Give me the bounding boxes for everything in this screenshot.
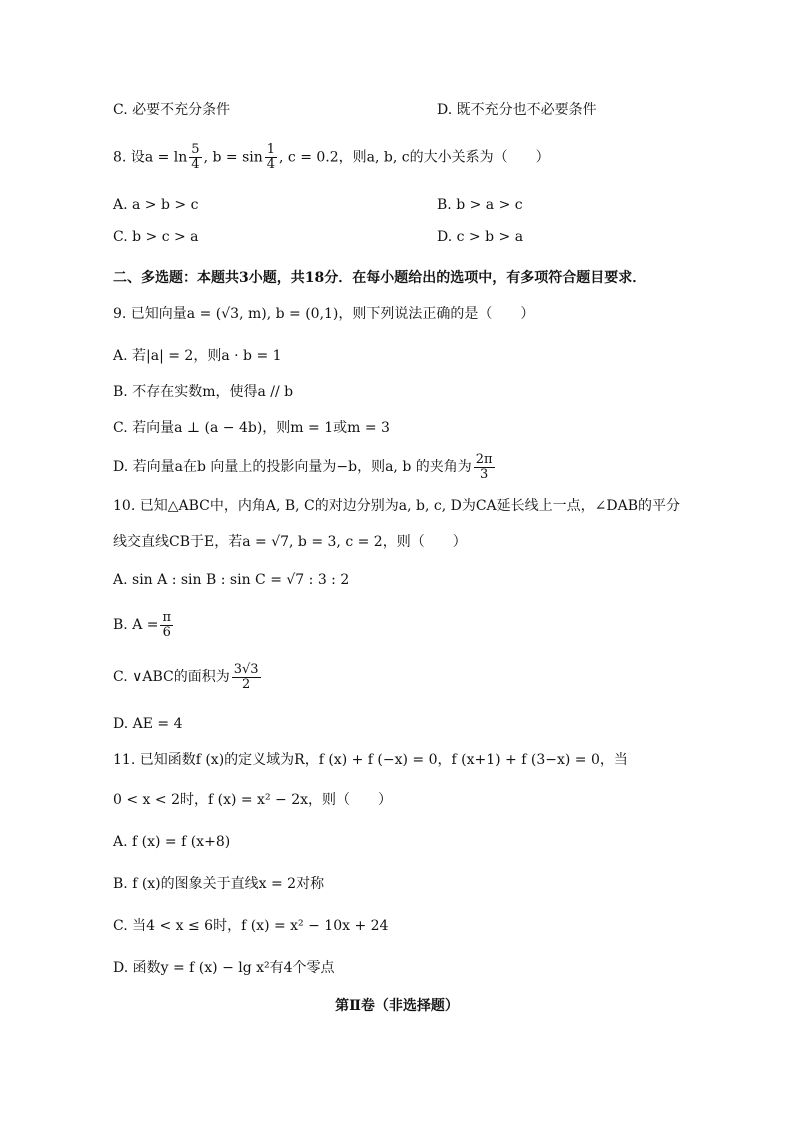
- q10-option-c: [113, 662, 263, 692]
- q9-option-b: B. 不存在实数m，使得a // b: [113, 384, 294, 400]
- q8-b-def: , b = sin: [203, 149, 263, 166]
- q11-option-b: B. f (x)的图象关于直线x = 2对称: [113, 876, 325, 892]
- q11-option-c: C. 当4 < x ≤ 6时，f (x) = x² − 10x + 24: [113, 918, 389, 934]
- q8-option-b: B. b > a > c: [437, 197, 523, 213]
- q8-option-c: C. b > c > a: [113, 229, 199, 245]
- q10-option-b-fraction: $\frac{\pi}{6}$: [162, 609, 172, 640]
- q11-stem-line2: 0 < x < 2时，f (x) = x² − 2x，则（ ）: [113, 792, 392, 808]
- q10-option-c-text: C. ∨ABC的面积为: [113, 669, 230, 685]
- q10-stem-line2: 线交直线CB于E，若a = √7, b = 3, c = 2，则（ ）: [113, 534, 467, 550]
- q10-option-a: A. sin A : sin B : sin C = √7 : 3 : 2: [113, 572, 350, 588]
- q10-option-b-text: B. A =: [113, 617, 159, 633]
- q7-option-c: C. 必要不充分条件: [113, 102, 231, 118]
- q8-a-def: a = ln: [144, 149, 188, 166]
- q9-option-d: [113, 452, 497, 482]
- q7-option-d: D. 既不充分也不必要条件: [437, 102, 597, 118]
- q8-option-d: D. c > b > a: [437, 229, 524, 245]
- q8-fraction-b: $\frac{1}{4}$: [266, 142, 276, 172]
- section-header-multiple-choice: 二、多选题：本题共3小题，共18分．在每小题给出的选项中，有多项符合题目要求．: [113, 270, 647, 286]
- q8-stem: [113, 143, 550, 172]
- q10-option-d: D. AE = 4: [113, 716, 183, 732]
- q8-prefix: 8. 设: [113, 149, 145, 166]
- q9-option-c: C. 若向量a ⊥ (a − 4b)，则m = 1或m = 3: [113, 420, 390, 436]
- q8-fraction-a: $\frac{5}{4}$: [191, 142, 200, 172]
- q10-option-b: [113, 610, 175, 640]
- part2-title: 第Ⅱ卷（非选择题）: [335, 998, 459, 1014]
- q9-option-d-text: D. 若向量a在b 向量上的投影向量为−b，则a, b 的夹角为: [113, 459, 472, 475]
- q10-option-c-fraction: $\frac{3√3}{2}$: [233, 661, 259, 692]
- q11-option-a: A. f (x) = f (x+8): [113, 834, 231, 850]
- q10-stem-line1: 10. 已知△ABC中，内角A, B, C的对边分别为a, b, c, D为CA延长线上一点，∠DAB的平分: [113, 498, 681, 514]
- q11-option-d: D. 函数y = f (x) − lg x²有4个零点: [113, 960, 335, 976]
- q11-stem-line1: 11. 已知函数f (x)的定义域为R，f (x) + f (−x) = 0，f (x+1) + f (3−x) = 0，当: [113, 752, 628, 768]
- q8-option-a: A. a > b > c: [113, 197, 199, 213]
- q9-option-d-fraction: $\frac{2\pi}{3}$: [475, 451, 493, 482]
- q9-option-a: A. 若|a| = 2，则a · b = 1: [113, 348, 282, 364]
- q9-stem: 9. 已知向量a = (√3, m), b = (0,1)，则下列说法正确的是（ ）: [113, 306, 535, 322]
- q8-question: , c = 0.2，则a, b, c的大小关系为（ ）: [279, 149, 550, 166]
